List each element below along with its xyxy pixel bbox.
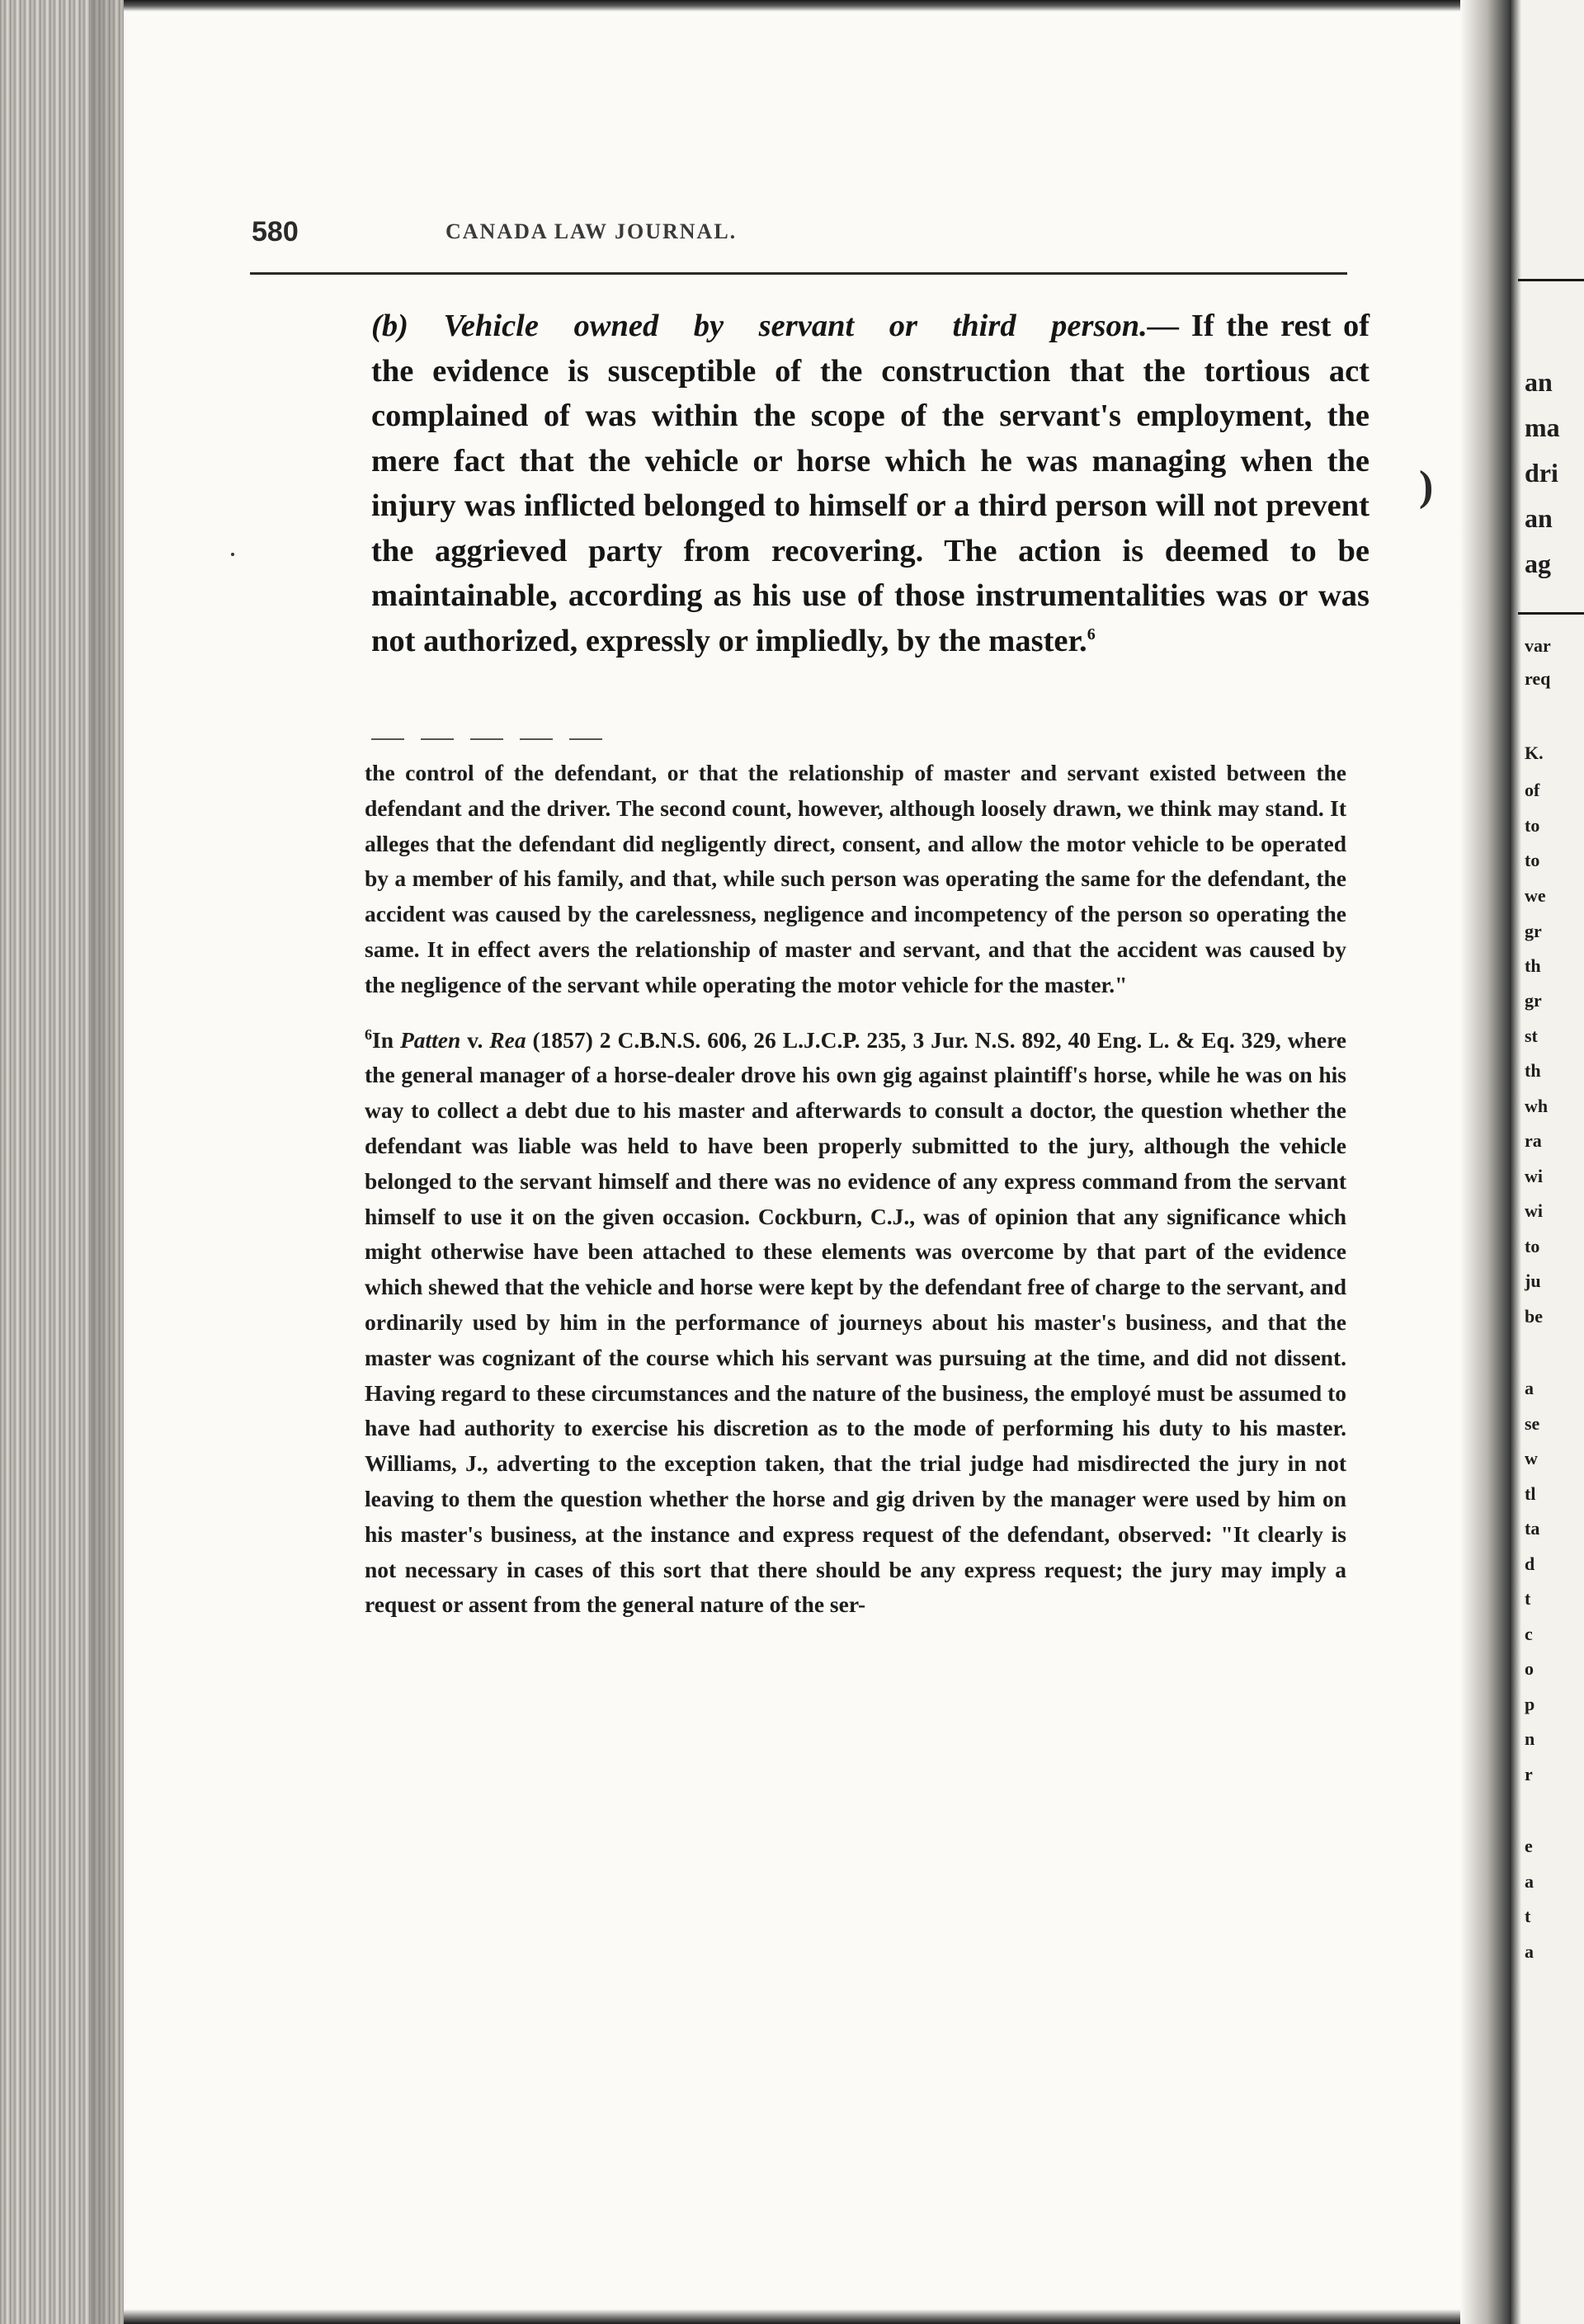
adjacent-fragment: wi [1525,1200,1543,1221]
running-head: CANADA LAW JOURNAL. [446,219,738,243]
adjacent-fragment: e [1525,1836,1533,1856]
footnote-separator [371,738,602,740]
adjacent-fragment: n [1525,1728,1535,1749]
main-body [371,304,1370,663]
margin-mark: ) [1419,463,1434,510]
adjacent-fragment: th [1525,955,1541,976]
section-heading [371,309,1179,343]
adjacent-fragment: req [1525,668,1551,689]
adjacent-page-rule [1518,279,1584,281]
section-label: (b) [371,309,408,343]
adjacent-fragment: wi [1525,1166,1543,1186]
adjacent-page-rule-2 [1518,612,1584,615]
adjacent-fragment: ra [1525,1130,1542,1151]
body-paragraph [371,304,1370,663]
footnote-6-marker: 6 [365,1025,372,1043]
adjacent-fragment: wh [1525,1096,1549,1116]
footnote-6 [365,1023,1346,1624]
adjacent-fragment: an [1525,503,1553,533]
adjacent-fragment: th [1525,1060,1541,1081]
adjacent-fragment: ta [1525,1518,1540,1539]
adjacent-fragment: se [1525,1413,1540,1434]
footnote-6-intro: In [372,1026,394,1053]
adjacent-fragment: d [1525,1553,1535,1574]
adjacent-page-shadow [1510,0,1521,2324]
footnote-6-text: (1857) 2 C.B.N.S. 606, 26 L.J.C.P. 235, 3 Jur. N.S. 892, 40 Eng. L. & Eq. 329, where the general manager of a horse-dealer drove his own gig against plaintiff's horse, while he was on his way to collect a debt due to his master and afterwards to consult a doctor, the question whether the defendant was liable was held to have been properly submitted to the jury, although the vehicle belonged to the servant himself and there was no evidence of any express command from the servant himself to use it on the given occasion. Cockburn, C.J., was of opinion that any significance which might otherwise have been attached to these elements was overcome by that part of the evidence which shewed that the vehicle and horse were kept by the defendant free of charge to the servant, and ordinarily used by him in the performance of journeys about his master's business, and that the master was cognizant of the course which his servant was pursuing at the time, and did not dissent. Having regard to these circumstances and the nature of the business, the employé must be assumed to have had authority to exercise his discretion as to the mode of performing his duty to his master. Williams, J., adverting to the exception taken, that the trial judge had misdirected the jury in not leaving to them the question whether the horse and gig driven by the manager were used by him on his master's business, at the instance and express request of the defendant, observed: "It clearly is not necessary in cases of this sort that there should be any express request; the jury may imply a request or assent from the general nature of the ser- [365,1026,1347,1618]
page-number: 580 [252,216,299,247]
adjacent-fragment: o [1525,1658,1534,1679]
adjacent-fragment: t [1525,1588,1531,1609]
adjacent-fragment: t [1525,1906,1531,1926]
footnote-continuation: the control of the defendant, or that the relationship of master and servant existed between the defendant and the driver. The second count, however, although loosely drawn, we think may stand. It alleges that the defendant did negligently direct, consent, and allow the motor vehicle to be operated by a member of his family, and that, while such person was operating the same for the defendant, the accident was caused by the carelessness, negligence and incompetency of the person so operating the same. It in effect avers the relationship of master and servant, and that the accident was caused by the negligence of the servant while operating the motor vehicle for the master." [365,760,1346,997]
adjacent-page [1510,0,1584,2324]
adjacent-fragment: ju [1525,1270,1541,1291]
adjacent-fragment: to [1525,850,1540,870]
ink-speck [231,553,234,556]
adjacent-fragment: a [1525,1871,1534,1892]
adjacent-fragment: a [1525,1378,1534,1398]
adjacent-fragment: dri [1525,458,1558,488]
adjacent-fragment: we [1525,885,1546,906]
case-party-a: Patten [399,1026,461,1053]
section-title: Vehicle owned by servant or third person.— [443,309,1180,343]
adjacent-fragment: K. [1525,742,1544,763]
adjacent-fragment: w [1525,1448,1538,1468]
adjacent-fragment: be [1525,1306,1543,1327]
adjacent-fragment: to [1525,1236,1540,1256]
footnote-reference: 6 [1087,625,1096,643]
adjacent-fragment: gr [1525,990,1542,1011]
adjacent-fragment: gr [1525,921,1542,941]
top-border [124,0,1460,12]
page-gutter [1460,0,1510,2324]
adjacent-fragment: r [1525,1764,1533,1784]
header-rule [250,272,1347,275]
adjacent-fragment: c [1525,1624,1533,1644]
adjacent-fragment: ma [1525,412,1560,442]
adjacent-fragment: of [1525,780,1540,800]
footnotes [365,756,1346,1623]
adjacent-fragment: st [1525,1025,1538,1046]
case-versus: v. [467,1026,483,1053]
case-party-b: Rea [489,1026,526,1053]
body-paragraph-text: If the rest of the evidence is susceptible of the construction that the tortious act complained of was within the scope of the servant's employment, the mere fact that the vehicle or horse which he was managing when the injury was inflicted belonged to himself or a third person will not prevent the aggrieved party from recovering. The action is deemed to be maintainable, according as his use of those instrumentalities was or was not authorized, expressly or impliedly, by the master. [371,309,1370,658]
adjacent-fragment: ag [1525,549,1551,578]
adjacent-fragment: an [1525,367,1553,397]
bottom-border [124,2309,1460,2324]
adjacent-fragment: a [1525,1941,1534,1962]
scanned-left-edge-shadow [91,0,124,2324]
adjacent-fragment: tl [1525,1483,1536,1504]
adjacent-fragment: p [1525,1694,1535,1714]
adjacent-fragment: to [1525,815,1540,836]
adjacent-fragment: var [1525,635,1551,656]
